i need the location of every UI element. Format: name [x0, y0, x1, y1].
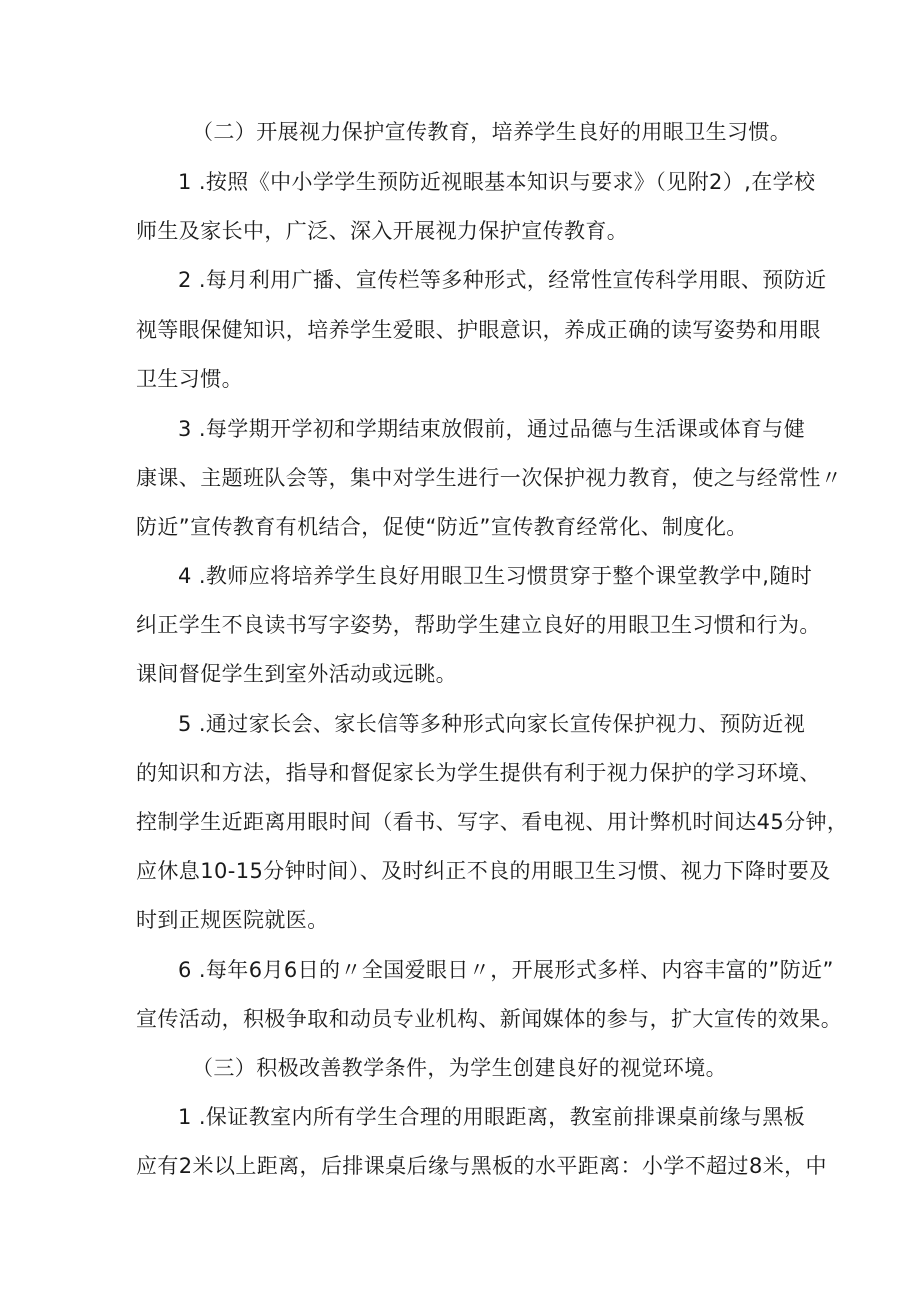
paragraph-line: 康课、主题班队会等，集中对学生进行一次保护视力教育，使之与经常性〃 [136, 466, 843, 490]
paragraph-line: 6 .每年6月6日的〃全国爱眼日〃，开展形式多样、内容丰富的”防近” [178, 958, 834, 982]
paragraph-line: 师生及家长中，广泛、深入开展视力保护宣传教育。 [136, 219, 629, 243]
paragraph-line: 3 .每学期开学初和学期结束放假前，通过品德与生活课或体育与健 [178, 417, 806, 441]
paragraph-line: 课间督促学生到室外活动或远眺。 [136, 662, 457, 686]
paragraph-line: 4 .教师应将培养学生良好用眼卫生习惯贯穿于整个课堂教学中,随时 [178, 564, 813, 588]
section-heading-3: （三）积极改善教学条件，为学生创建良好的视觉环境。 [192, 1056, 727, 1080]
paragraph-line: 2 .每月利用广播、宣传栏等多种形式，经常性宣传科学用眼、预防近 [178, 268, 827, 292]
paragraph-line: 应有2米以上距离，后排课桌后缘与黑板的水平距离：小学不超过8米，中 [136, 1154, 827, 1178]
paragraph-line: 1 .保证教室内所有学生合理的用眼距离，教室前排课桌前缘与黑板 [178, 1105, 806, 1129]
paragraph-line: 宣传活动，积极争取和动员专业机构、新闻媒体的参与，扩大宣传的效果。 [136, 1007, 843, 1031]
section-heading-2: （二）开展视力保护宣传教育，培养学生良好的用眼卫生习惯。 [192, 120, 792, 144]
paragraph-line: 的知识和方法，指导和督促家长为学生提供有利于视力保护的学习环境、 [136, 761, 821, 785]
paragraph-line: 时到正规医院就医。 [136, 908, 329, 932]
paragraph-line: 控制学生近距离用眼时间（看书、写字、看电视、用计弊机时间达45分钟， [136, 810, 849, 834]
paragraph-line: 防近”宣传教育有机结合，促使“防近”宣传教育经常化、制度化。 [136, 515, 748, 539]
paragraph-line: 1 .按照《中小学学生预防近视眼基本知识与要求》（见附2）,在学校 [178, 170, 816, 194]
paragraph-line: 卫生习惯。 [136, 367, 243, 391]
paragraph-line: 应休息10-15分钟时间）、及时纠正不良的用眼卫生习惯、视力下降时要及 [136, 859, 831, 883]
paragraph-line: 视等眼保健知识，培养学生爱眼、护眼意识，养成正确的读写姿势和用眼 [136, 318, 821, 342]
paragraph-line: 纠正学生不良读书写字姿势，帮助学生建立良好的用眼卫生习惯和行为。 [136, 613, 821, 637]
paragraph-line: 5 .通过家长会、家长信等多种形式向家长宣传保护视力、预防近视 [178, 712, 806, 736]
